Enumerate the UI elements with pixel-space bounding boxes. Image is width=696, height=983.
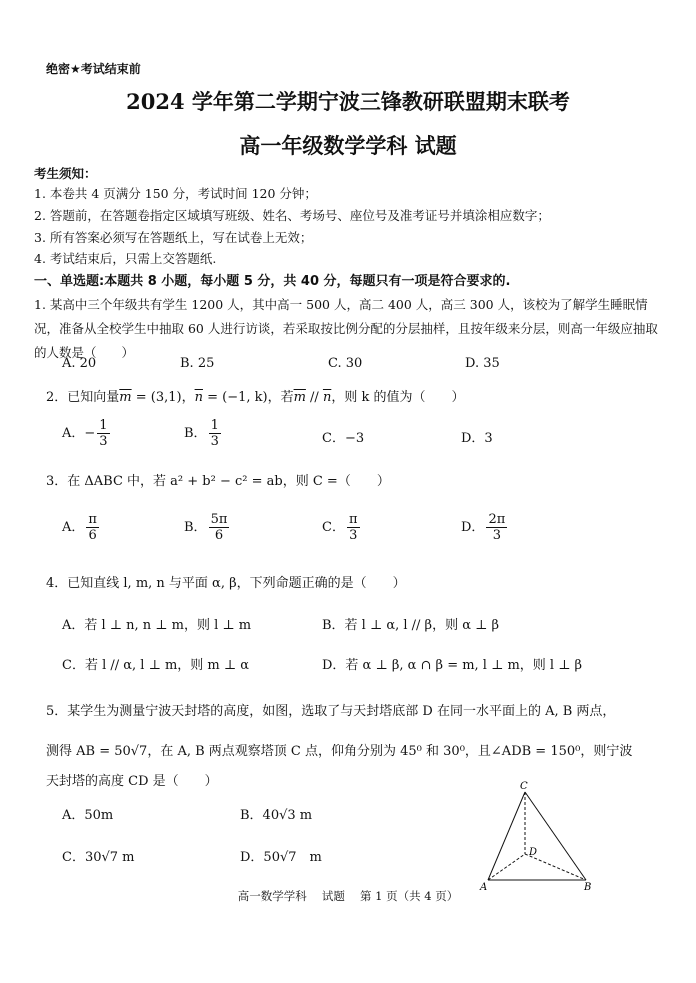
notice-item: 4. 考试结束后，只需上交答题纸. bbox=[34, 251, 217, 266]
question-1-stem: 1. 某高中三个年级共有学生 1200 人，其中高一 500 人，高二 400 人，高三 300 人，该校为了解学生睡眠情况，准备从全校学生中抽取 60 人进行访谈，若采取按比例分配的分层抽样，且按年级来分层，则高一年级应抽取的人数是（ ） bbox=[34, 297, 658, 360]
tetrahedron-figure bbox=[478, 778, 598, 894]
q2-option-d: D．3 bbox=[461, 431, 493, 446]
q1-option-c: C. 30 bbox=[328, 356, 363, 371]
q3-option-c: C． $\frac{\pi}{3}$ bbox=[322, 512, 358, 543]
q2-option-b: B． $\frac{1}{3}$ bbox=[184, 418, 219, 449]
q1-option-a: A. 20 bbox=[62, 356, 97, 371]
q5-option-c: C．30√7 m bbox=[62, 850, 135, 865]
q3-option-a: A． $\frac{\pi}{6}$ bbox=[62, 512, 97, 543]
q1-option-d: D. 35 bbox=[465, 356, 500, 371]
question-2-stem: 2．已知向量$\overline{m} = (3,1)$，$\overline{n} = (-1$, k)，若$\overline{m} // \overline{n}$，则 k 的值为（ ） bbox=[46, 390, 465, 405]
confidential-label: 绝密★考试结束前 bbox=[46, 62, 141, 76]
q2-option-a: A．− $\frac{1}{3}$ bbox=[62, 418, 108, 449]
label-a: A bbox=[480, 882, 488, 893]
q3-option-b: B． $\frac{5\pi}{6}$ bbox=[184, 512, 228, 543]
notice-item: 1. 本卷共 4 页满分 150 分，考试时间 120 分钟； bbox=[34, 186, 317, 201]
q4-option-a: A．若 l ⊥ n, n ⊥ m，则 l ⊥ m bbox=[62, 618, 252, 633]
edge-cb bbox=[525, 792, 586, 880]
label-d: D bbox=[529, 847, 538, 858]
q5-option-d: D．50√7 m bbox=[240, 850, 322, 865]
q4-option-c: C．若 l // α, l ⊥ m，则 m ⊥ α bbox=[62, 658, 250, 673]
q5-option-a: A．50m bbox=[62, 808, 114, 823]
question-5-line-1: 5．某学生为测量宁波天封塔的高度，如图，选取了与天封塔底部 D 在同一水平面上的 A, B 两点， bbox=[46, 704, 616, 719]
notice-heading: 考生须知： bbox=[34, 166, 97, 181]
section-heading: 一、单选题:本题共 8 小题，每小题 5 分，共 40 分，每题只有一项是符合要求的. bbox=[34, 274, 511, 289]
question-4-stem: 4．已知直线 l, m, n 与平面 α, β，下列命题正确的是（ ） bbox=[46, 576, 406, 591]
notice-item: 2. 答题前，在答题卷指定区域填写班级、姓名、考场号、座位号及准考证号并填涂相应数字； bbox=[34, 208, 550, 223]
q4-option-d: D．若 α ⊥ β, α ∩ β = m, l ⊥ m，则 l ⊥ β bbox=[322, 658, 583, 673]
notice-item: 3. 所有答案必须写在答题纸上，写在试卷上无效； bbox=[34, 230, 313, 245]
question-3-stem: 3．在 ΔABC 中，若 a² + b² − c² = ab，则 C =（ ） bbox=[46, 474, 390, 489]
q4-option-b: B．若 l ⊥ α, l // β，则 α ⊥ β bbox=[322, 618, 499, 633]
exam-title: 2024 学年第二学期宁波三锋教研联盟期末联考 bbox=[126, 89, 570, 114]
q3-option-d: D． $\frac{2\pi}{3}$ bbox=[461, 512, 506, 543]
page-footer: 高一数学学科 试题 第 1 页（共 4 页） bbox=[237, 889, 459, 903]
q1-option-b: B. 25 bbox=[180, 356, 215, 371]
label-b: B bbox=[584, 882, 592, 893]
q5-option-b: B．40√3 m bbox=[240, 808, 313, 823]
question-5-line-3: 天封塔的高度 CD 是（ ） bbox=[46, 774, 218, 789]
label-c: C bbox=[520, 781, 528, 792]
q2-option-c: C．−3 bbox=[322, 431, 365, 446]
question-5-line-2: 测得 AB = 50√7，在 A, B 两点观察塔顶 C 点，仰角分别为 45⁰ 和 30⁰，且∠ADB = 150⁰，则宁波 bbox=[46, 744, 633, 759]
exam-subtitle: 高一年级数学学科 试题 bbox=[239, 133, 457, 158]
